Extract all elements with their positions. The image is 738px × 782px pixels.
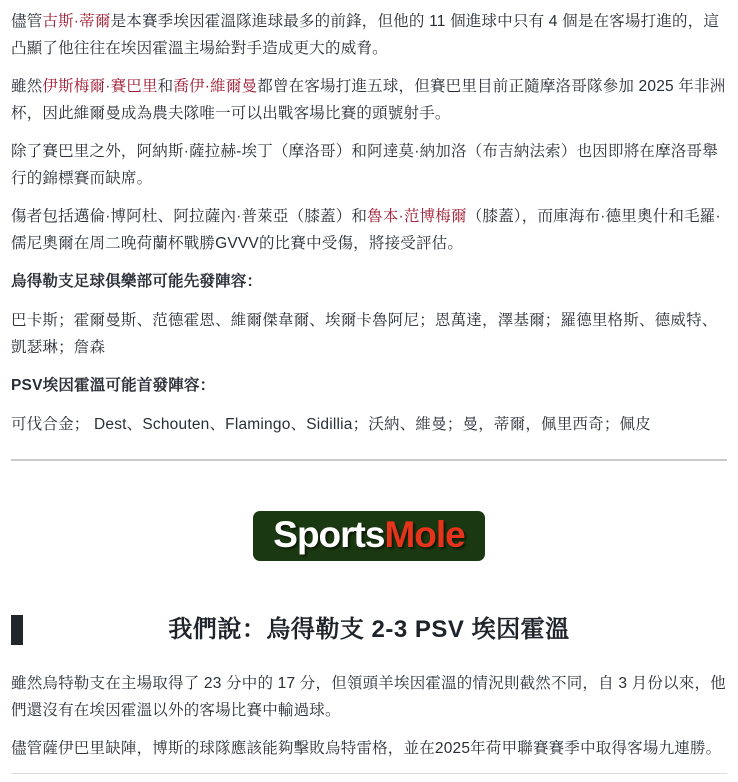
section-divider: [11, 459, 727, 461]
bottom-divider: [11, 773, 727, 774]
paragraph-text: 傷者包括邁倫·博阿杜、阿拉薩內·普萊亞（膝蓋）和: [11, 208, 368, 225]
psv-lineup-heading: PSV埃因霍溫可能首發陣容：: [11, 377, 216, 394]
link-guus-til[interactable]: 古斯·蒂爾: [42, 13, 111, 30]
logo-text-mole: Mole: [384, 514, 465, 555]
paragraph-text: 和: [157, 78, 174, 95]
link-joey-veerman[interactable]: 喬伊·維爾曼: [173, 78, 258, 95]
paragraph-text: （膝蓋），而庫海布·德里奧什和毛羅·儒尼奧爾在周二晚荷蘭杯戰勝GVVV的比賽中受傷，將接受評估。: [11, 208, 721, 252]
utrecht-lineup-heading: 烏得勒支足球俱樂部可能先發陣容：: [11, 273, 263, 290]
logo-container: [11, 511, 727, 561]
prediction-heading-row: [11, 613, 727, 647]
prediction-paragraph-form: 雖然烏特勒支在主場取得了 23 分中的 17 分，但領頭羊埃因霍溫的情況則截然不同，自 3 月份以來，他們還沒有在埃因霍溫以外的客場比賽中輸過球。: [11, 675, 726, 719]
paragraph-til-goals: [11, 8, 727, 62]
heading-accent-bar: [11, 615, 23, 645]
sportsmole-logo[interactable]: [253, 511, 484, 561]
link-ismael-saibari[interactable]: 伊斯梅爾·賽巴里: [42, 78, 158, 95]
psv-lineup: 可伐合金； Dest、Schouten、Flamingo、Sidillia；沃納、維曼；曼，蒂爾，佩里西奇；佩皮: [11, 416, 651, 433]
paragraph-text: 都曾在客場打進五球，但賽巴里目前正隨摩洛哥隊參加 2025 年非洲杯，因此維爾曼成為農夫隊唯一可以出戰客場比賽的頭號射手。: [11, 78, 726, 122]
paragraph-text: 儘管: [11, 13, 43, 30]
prediction-paragraph-verdict: 儘管薩伊巴里缺陣，博斯的球隊應該能夠擊敗烏特雷格，並在2025年荷甲聯賽賽季中取得客場九連勝。: [11, 740, 722, 757]
prediction-heading: 我們說：烏得勒支 2-3 PSV 埃因霍溫: [168, 616, 570, 643]
link-ruben-van-bommel[interactable]: 魯本·范博梅爾: [367, 208, 467, 225]
paragraph-injuries: [11, 203, 727, 257]
paragraph-away-scorers: [11, 73, 727, 127]
logo-text-sports: Sports: [273, 514, 385, 555]
utrecht-lineup: 巴卡斯；霍爾曼斯、范德霍恩、維爾傑韋爾、埃爾卡魯阿尼；恩萬達，澤基爾；羅德里格斯、德威特、凱瑟琳；詹森: [11, 312, 718, 356]
paragraph-text: 除了賽巴里之外，阿納斯·薩拉赫-埃丁（摩洛哥）和阿達莫·納加洛（布吉納法索）也因即將在摩洛哥舉行的錦標賽而缺席。: [11, 143, 718, 187]
paragraph-text: 雖然: [11, 78, 43, 95]
paragraph-absences: [11, 138, 727, 192]
paragraph-text: 是本賽季埃因霍溫隊進球最多的前鋒，但他的 11 個進球中只有 4 個是在客場打進的，這凸顯了他往往在埃因霍溫主場給對手造成更大的威脅。: [11, 13, 720, 57]
